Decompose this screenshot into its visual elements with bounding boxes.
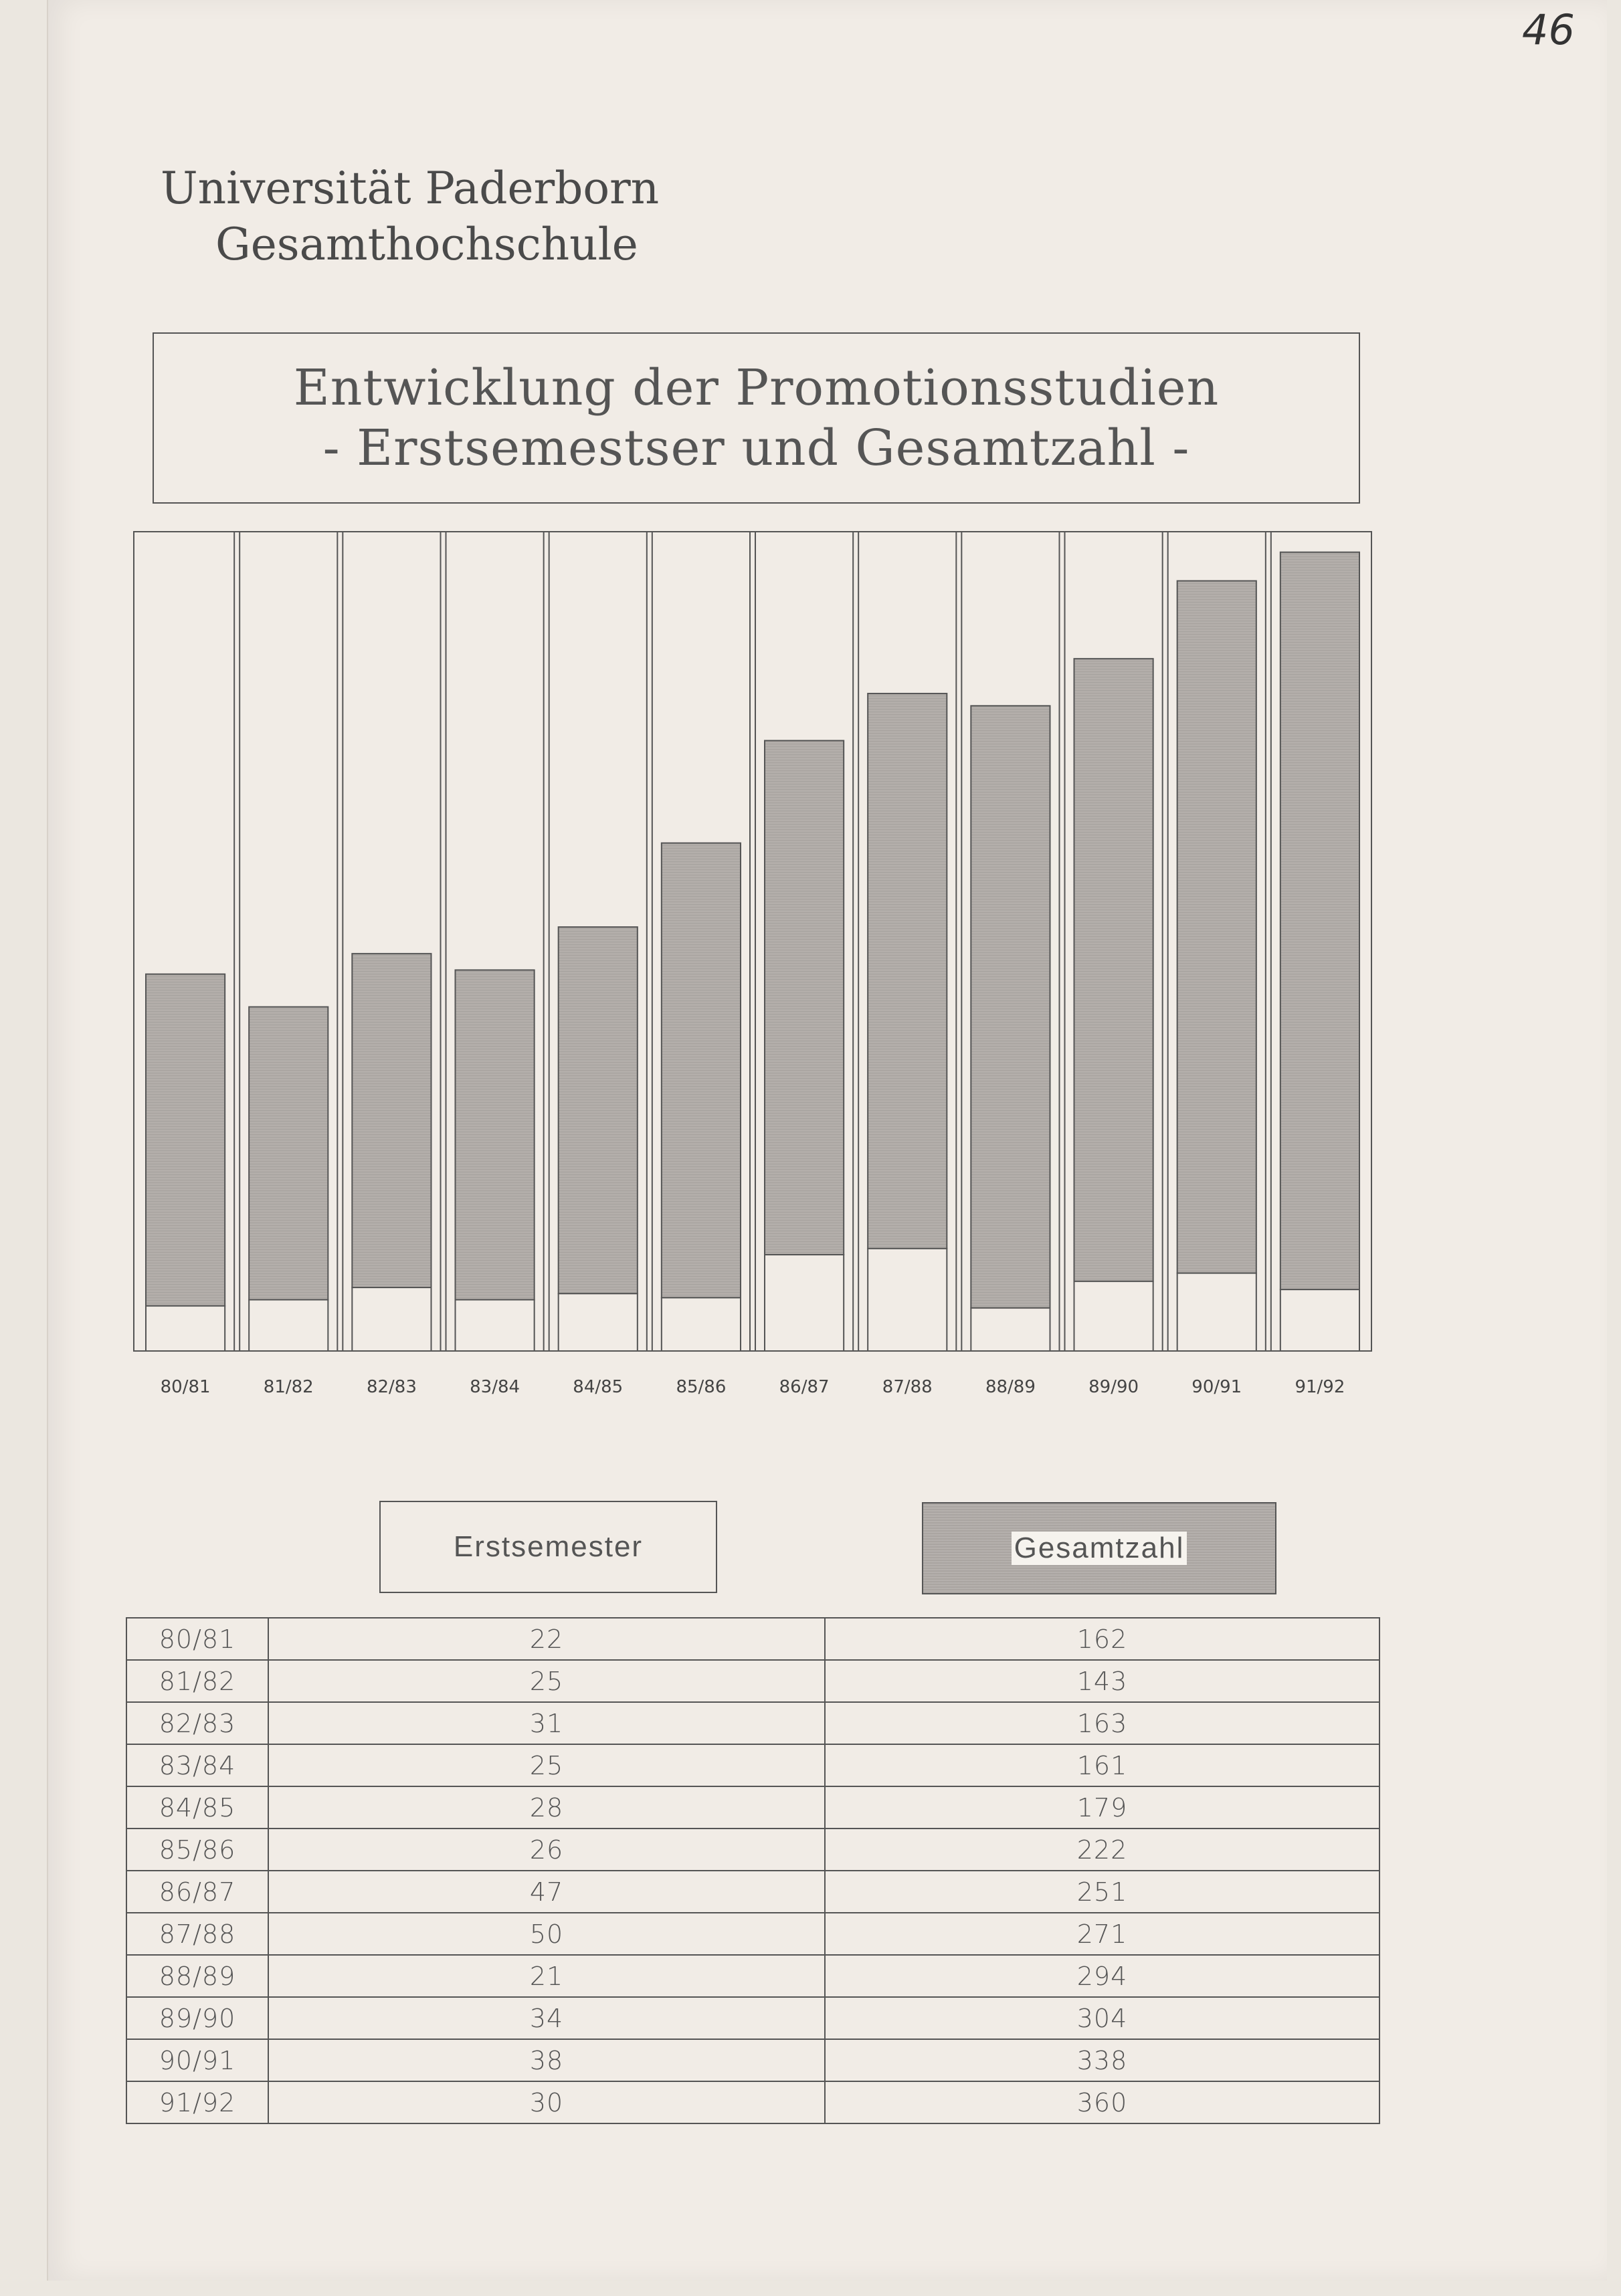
table-cell-year: 80/81 xyxy=(126,1618,268,1660)
table-row xyxy=(126,1660,1379,1702)
x-tick-label: 85/86 xyxy=(676,1377,727,1397)
table-cell-gesamtzahl: 179 xyxy=(825,1786,1379,1829)
bar-erstsemester xyxy=(662,1297,741,1351)
legend-erstsemester-label: Erstsemester xyxy=(453,1530,644,1563)
table-row xyxy=(126,2039,1379,2081)
table-cell-gesamtzahl: 251 xyxy=(825,1871,1379,1913)
bar-chart xyxy=(127,522,1385,1411)
table-row xyxy=(126,1702,1379,1744)
x-tick-label: 89/90 xyxy=(1088,1377,1139,1397)
bar-erstsemester xyxy=(559,1293,638,1351)
bar-erstsemester xyxy=(971,1308,1050,1351)
legend-erstsemester xyxy=(379,1501,717,1593)
table-row xyxy=(126,1871,1379,1913)
table-cell-gesamtzahl: 143 xyxy=(825,1660,1379,1702)
x-tick-label: 80/81 xyxy=(160,1377,211,1397)
bar-erstsemester xyxy=(1177,1273,1256,1351)
x-tick-label: 90/91 xyxy=(1191,1377,1242,1397)
x-tick-label: 81/82 xyxy=(263,1377,314,1397)
bar-erstsemester xyxy=(1074,1281,1153,1351)
table-row xyxy=(126,1955,1379,1997)
bar-gesamtzahl xyxy=(765,740,844,1255)
bar-gesamtzahl xyxy=(662,843,741,1298)
table-cell-year: 83/84 xyxy=(126,1744,268,1786)
table-cell-erstsemester: 25 xyxy=(268,1660,825,1702)
bar-erstsemester xyxy=(868,1249,947,1351)
table-cell-year: 85/86 xyxy=(126,1829,268,1871)
table-cell-erstsemester: 47 xyxy=(268,1871,825,1913)
table-cell-gesamtzahl: 304 xyxy=(825,1997,1379,2039)
table-cell-year: 84/85 xyxy=(126,1786,268,1829)
bar-gesamtzahl xyxy=(559,927,638,1293)
bar-erstsemester xyxy=(765,1255,844,1351)
table-cell-year: 87/88 xyxy=(126,1913,268,1955)
bar-erstsemester xyxy=(352,1287,431,1351)
bar-gesamtzahl xyxy=(868,694,947,1249)
table-cell-erstsemester: 22 xyxy=(268,1618,825,1660)
table-cell-erstsemester: 26 xyxy=(268,1829,825,1871)
table-cell-erstsemester: 50 xyxy=(268,1913,825,1955)
table-cell-gesamtzahl: 222 xyxy=(825,1829,1379,1871)
table-cell-gesamtzahl: 338 xyxy=(825,2039,1379,2081)
table-cell-erstsemester: 21 xyxy=(268,1955,825,1997)
x-tick-label: 86/87 xyxy=(779,1377,830,1397)
x-tick-label: 83/84 xyxy=(470,1377,520,1397)
table-cell-year: 89/90 xyxy=(126,1997,268,2039)
table-cell-year: 91/92 xyxy=(126,2081,268,2123)
table-cell-gesamtzahl: 163 xyxy=(825,1702,1379,1744)
chart-title-line2: - Erstsemestser und Gesamtzahl - xyxy=(322,419,1190,477)
bar-gesamtzahl xyxy=(1177,581,1256,1273)
table-cell-year: 86/87 xyxy=(126,1871,268,1913)
x-tick-label: 91/92 xyxy=(1295,1377,1345,1397)
table-row xyxy=(126,1744,1379,1786)
x-tick-label: 82/83 xyxy=(366,1377,417,1397)
x-tick-label: 87/88 xyxy=(882,1377,933,1397)
chart-title-box xyxy=(153,332,1360,504)
institution-name: Universität Paderborn xyxy=(161,163,660,214)
table-cell-year: 90/91 xyxy=(126,2039,268,2081)
x-tick-label: 88/89 xyxy=(985,1377,1036,1397)
table-cell-year: 81/82 xyxy=(126,1660,268,1702)
table-row xyxy=(126,1829,1379,1871)
institution-heading xyxy=(161,161,659,273)
bar-erstsemester xyxy=(249,1299,328,1351)
table-cell-gesamtzahl: 161 xyxy=(825,1744,1379,1786)
chart-title-line1: Entwicklung der Promotionsstudien xyxy=(293,359,1220,417)
legend-gesamtzahl-label: Gesamtzahl xyxy=(1012,1532,1187,1565)
table-cell-gesamtzahl: 271 xyxy=(825,1913,1379,1955)
table-cell-erstsemester: 31 xyxy=(268,1702,825,1744)
x-tick-label: 84/85 xyxy=(573,1377,624,1397)
table-cell-erstsemester: 34 xyxy=(268,1997,825,2039)
table-cell-erstsemester: 30 xyxy=(268,2081,825,2123)
bar-erstsemester xyxy=(456,1299,535,1351)
table-cell-year: 82/83 xyxy=(126,1702,268,1744)
table-cell-gesamtzahl: 360 xyxy=(825,2081,1379,2123)
bar-gesamtzahl xyxy=(249,1007,328,1300)
table-row xyxy=(126,1786,1379,1829)
table-row xyxy=(126,1997,1379,2039)
bar-gesamtzahl xyxy=(352,954,431,1287)
table-cell-gesamtzahl: 294 xyxy=(825,1955,1379,1997)
bar-gesamtzahl xyxy=(146,974,225,1306)
table-cell-gesamtzahl: 162 xyxy=(825,1618,1379,1660)
table-cell-erstsemester: 38 xyxy=(268,2039,825,2081)
data-table xyxy=(126,1617,1380,2124)
bar-gesamtzahl xyxy=(971,706,1050,1308)
bar-gesamtzahl xyxy=(1074,659,1153,1281)
table-row xyxy=(126,1618,1379,1660)
institution-subname: Gesamthochschule xyxy=(215,219,638,270)
table-row xyxy=(126,1913,1379,1955)
legend-gesamtzahl xyxy=(922,1502,1276,1594)
bar-erstsemester xyxy=(1280,1289,1359,1351)
bar-gesamtzahl xyxy=(1280,552,1359,1290)
table-row xyxy=(126,2081,1379,2123)
page-number: 46 xyxy=(1522,5,1575,54)
table-cell-erstsemester: 28 xyxy=(268,1786,825,1829)
table-cell-erstsemester: 25 xyxy=(268,1744,825,1786)
bar-gesamtzahl xyxy=(456,970,535,1299)
bar-erstsemester xyxy=(146,1306,225,1351)
table-cell-year: 88/89 xyxy=(126,1955,268,1997)
